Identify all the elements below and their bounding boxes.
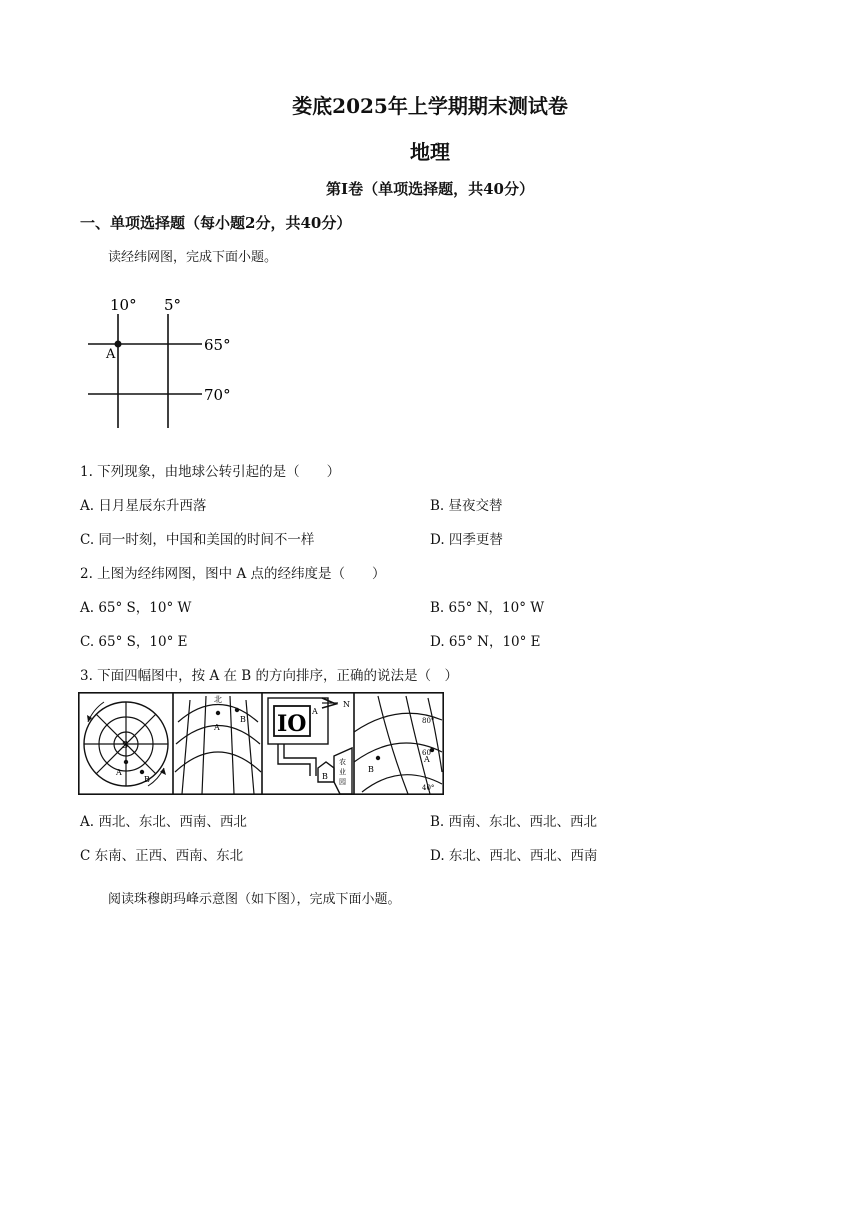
question-3-option-a[interactable]: A. 西北、东北、西南、西北	[80, 814, 247, 830]
lat-label: 70°	[204, 386, 231, 404]
panel3-point-b: B	[322, 772, 328, 781]
question-1-option-b[interactable]: B. 昼夜交替	[430, 498, 503, 514]
intro-text: 读经纬网图，完成下面小题。	[108, 250, 278, 265]
question-2-option-a[interactable]: A. 65° S，10° W	[80, 600, 192, 616]
section-heading: 一、单项选择题（每小题2分，共40分）	[80, 214, 352, 232]
question-1-option-c[interactable]: C. 同一时刻，中国和美国的时间不一样	[80, 532, 315, 548]
question-3-option-b[interactable]: B. 西南、东北、西北、西北	[430, 814, 598, 830]
panel1-point-b: B	[144, 775, 150, 784]
point-a-marker	[115, 341, 122, 348]
panel3-point-a: A	[312, 707, 318, 716]
pole-label: S	[122, 741, 129, 751]
panel2-point-a: A	[214, 723, 220, 732]
lat-label: 40°	[422, 784, 435, 792]
exam-title: 娄底2025年上学期期末测试卷	[292, 94, 568, 118]
farm-label: 园	[339, 778, 346, 786]
lat-label: 60°	[422, 749, 435, 757]
point-a-label: A	[106, 347, 116, 362]
question-3-option-d[interactable]: D. 东北、西北、西北、西南	[430, 848, 598, 864]
lat-label: 65°	[204, 336, 231, 354]
part-title: 第I卷（单项选择题，共40分）	[326, 180, 534, 198]
lat-long-grid-figure	[84, 292, 264, 434]
panel-1-polar-map	[84, 702, 168, 786]
lat-label: 80°	[422, 717, 435, 725]
panel4-point-a: A	[424, 755, 430, 764]
lon-label: 10°	[110, 296, 137, 314]
question-2-stem: 2. 上图为经纬网图，图中 A 点的经纬度是（ ）	[80, 566, 386, 582]
question-1-stem: 1. 下列现象，由地球公转引起的是（ ）	[80, 464, 341, 480]
question-2-option-b[interactable]: B. 65° N，10° W	[430, 600, 545, 616]
intro-text-2: 阅读珠穆朗玛峰示意图（如下图），完成下面小题。	[108, 892, 401, 907]
lon-label: 5°	[164, 296, 182, 314]
panel-2-graticule-map	[175, 694, 261, 794]
panel2-point-b: B	[240, 715, 246, 724]
panel3-north-label: N	[343, 700, 350, 709]
farm-label: 业	[339, 768, 346, 776]
subject-title: 地理	[410, 140, 450, 164]
farm-label: 农	[339, 758, 346, 766]
question-1-option-a[interactable]: A. 日月星辰东升西落	[80, 498, 207, 514]
question-3-stem: 3. 下面四幅图中，按 A 在 B 的方向排序，正确的说法是（ ）	[80, 668, 459, 684]
site-letters: IO	[277, 711, 307, 737]
north-label: 北	[214, 695, 222, 704]
question-1-option-d[interactable]: D. 四季更替	[430, 532, 503, 548]
panel-3-site-plan	[268, 698, 352, 794]
panel-4-graticule-map	[354, 696, 442, 794]
panel1-point-a: A	[116, 768, 122, 777]
four-direction-maps-figure	[78, 692, 444, 796]
question-2-option-c[interactable]: C. 65° S，10° E	[80, 634, 188, 650]
question-2-option-d[interactable]: D. 65° N，10° E	[430, 634, 541, 650]
panel4-point-b: B	[368, 765, 374, 774]
question-3-option-c[interactable]: C 东南、正西、西南、东北	[80, 848, 244, 864]
